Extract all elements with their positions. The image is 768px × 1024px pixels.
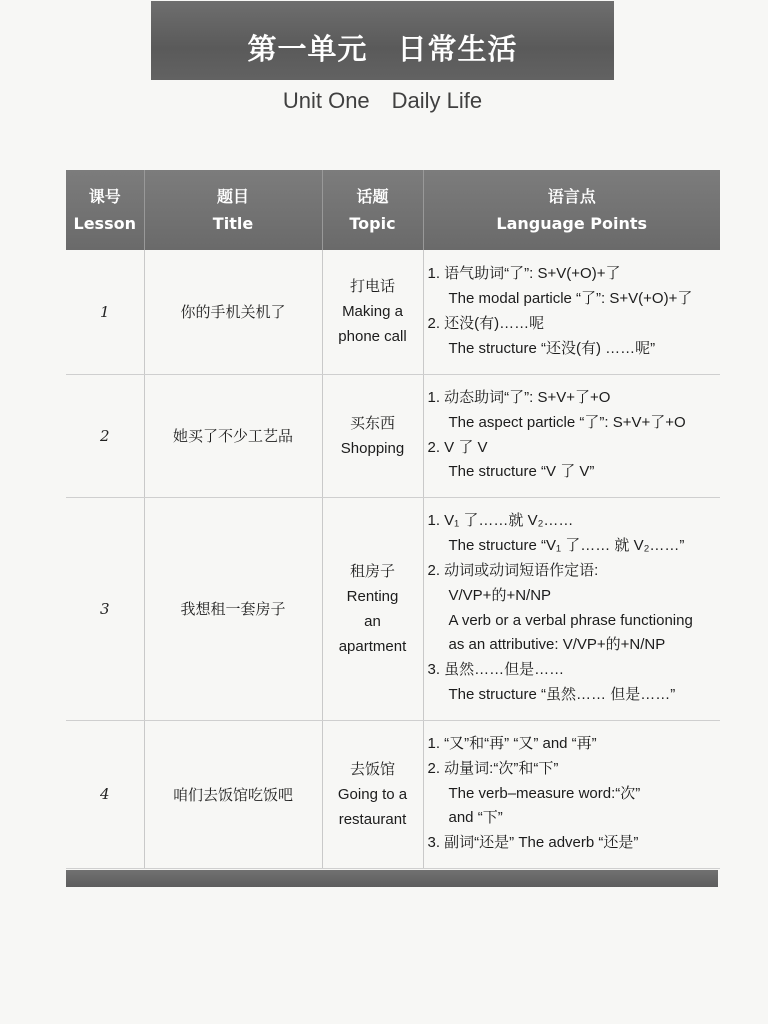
header-topic: [322, 170, 423, 250]
topic-line: 租房子: [349, 562, 395, 580]
point-line: 2. 还没(有)……呢: [427, 314, 545, 332]
point-line: The aspect particle “了”: S+V+了+O: [448, 413, 686, 431]
point-line: The structure “V₁ 了…… 就 V₂……”: [448, 537, 685, 555]
unit-title-english: Unit One Daily Life: [282, 88, 483, 113]
header-title: [144, 170, 322, 250]
point-line: 3. 虽然……但是……: [427, 661, 565, 679]
lesson-topic: [322, 374, 423, 497]
lessons-table: [66, 170, 720, 869]
point-line: The structure “V 了 V”: [448, 463, 595, 481]
unit-title-bar: [151, 1, 614, 80]
language-points: [423, 720, 720, 868]
lesson-topic: [322, 720, 423, 868]
point-line: The structure “还没(有) ……呢”: [448, 339, 656, 357]
table-row: [66, 250, 720, 374]
header-topic-cn: 话题: [356, 187, 389, 206]
table-row: [66, 374, 720, 497]
point-line: The verb–measure word:“次”: [448, 784, 641, 802]
header-lesson: [66, 170, 144, 250]
topic-line: 打电话: [349, 278, 395, 296]
topic-line: 去饭馆: [349, 760, 395, 778]
point-line: The structure “虽然…… 但是……”: [448, 685, 676, 703]
topic-line: restaurant: [338, 810, 407, 828]
table-row: [66, 497, 720, 720]
table-header-row: [66, 170, 720, 250]
language-points: [423, 374, 720, 497]
topic-line: an: [364, 612, 381, 630]
lesson-number: 4: [66, 720, 144, 868]
header-title-en: Title: [212, 214, 254, 233]
topic-line: apartment: [338, 637, 407, 655]
point-line: 1. “又”和“再” “又” and “再”: [427, 735, 597, 752]
header-lesson-en: Lesson: [73, 214, 136, 233]
topic-line: Renting: [346, 587, 399, 605]
topic-line: 买东西: [349, 414, 395, 432]
lesson-topic: [322, 250, 423, 374]
topic-line: phone call: [338, 328, 407, 346]
topic-line: Going to a: [337, 785, 408, 803]
point-line: 2. 动量词:“次”和“下”: [427, 759, 559, 777]
header-lesson-cn: 课号: [88, 187, 121, 206]
lesson-number: 1: [66, 250, 144, 374]
lesson-topic: [322, 497, 423, 720]
point-line: 1. 语气助词“了”: S+V(+O)+了: [427, 265, 621, 283]
topic-line: Shopping: [340, 439, 405, 457]
table-footer-bar: [66, 870, 718, 887]
header-language-points: [423, 170, 720, 250]
point-line: 2. V 了 V: [427, 438, 488, 456]
topic-line: Making a: [342, 303, 403, 321]
lesson-title: 咱们去饭馆吃饭吧: [144, 720, 322, 868]
table-row: [66, 720, 720, 868]
lesson-title: 她买了不少工艺品: [144, 374, 322, 497]
header-points-cn: 语言点: [547, 187, 596, 206]
header-title-cn: 题目: [216, 187, 249, 206]
point-line: as an attributive: V/VP+的+N/NP: [448, 636, 666, 654]
point-line: and “下”: [448, 809, 503, 827]
lesson-number: 2: [66, 374, 144, 497]
point-line: 1. 动态助词“了”: S+V+了+O: [427, 388, 611, 406]
point-line: 2. 动词或动词短语作定语:: [427, 561, 599, 579]
unit-title-chinese: 第一单元 日常生活: [247, 32, 518, 66]
language-points: [423, 497, 720, 720]
lesson-title: 我想租一套房子: [144, 497, 322, 720]
lesson-number: 3: [66, 497, 144, 720]
point-line: 1. V₁ 了……就 V₂……: [427, 512, 574, 530]
point-line: 3. 副词“还是” The adverb “还是”: [427, 834, 639, 852]
language-points: [423, 250, 720, 374]
point-line: A verb or a verbal phrase functioning: [448, 611, 693, 629]
header-topic-en: Topic: [349, 214, 396, 233]
lesson-title: 你的手机关机了: [144, 250, 322, 374]
point-line: The modal particle “了”: S+V(+O)+了: [448, 289, 693, 307]
point-line: V/VP+的+N/NP: [448, 586, 552, 604]
header-points-en: Language Points: [496, 214, 648, 233]
